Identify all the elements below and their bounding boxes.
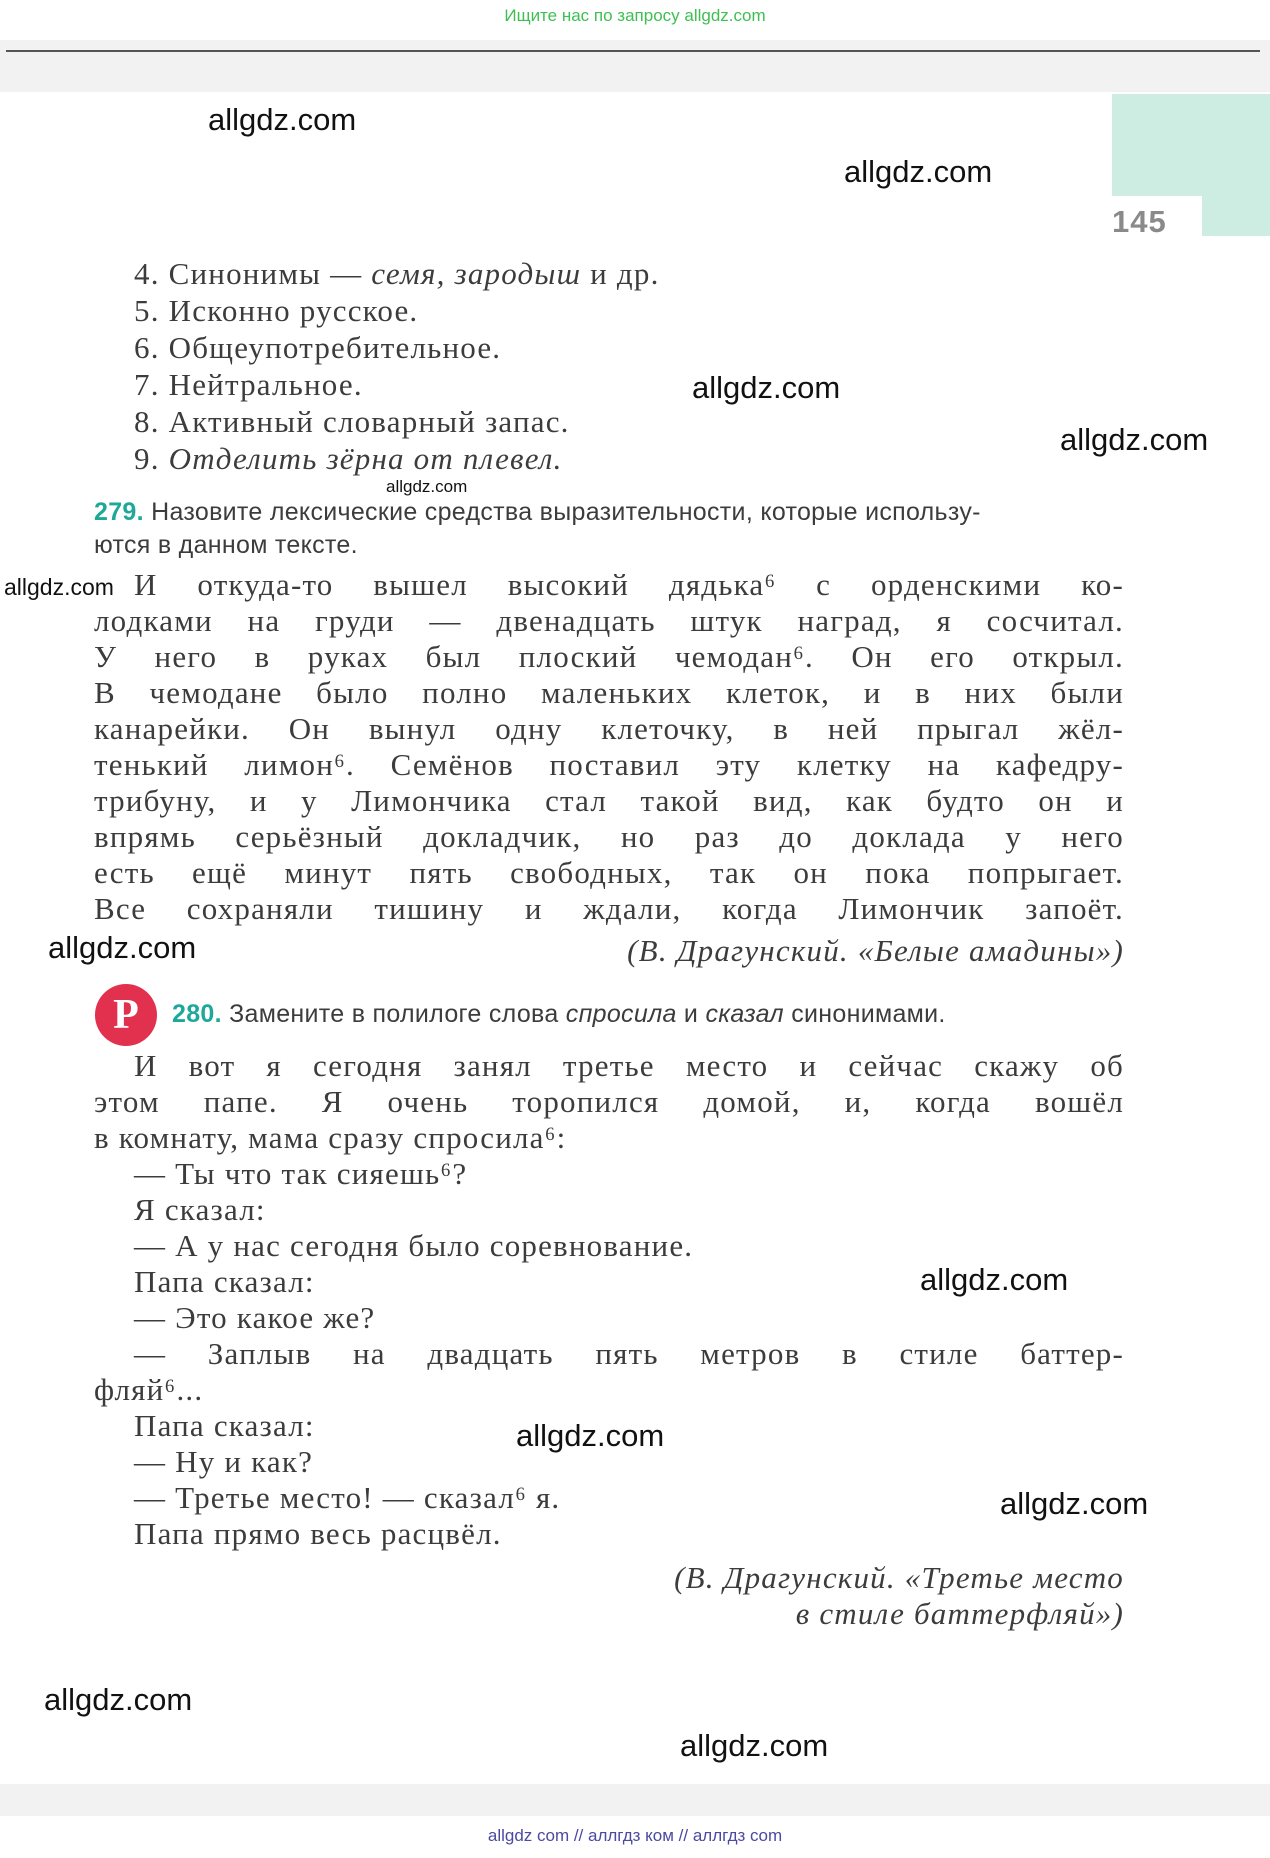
task-280-text-line: — Третье место! — сказал⁶ я. [134,1480,561,1515]
watermark: allgdz.com [1060,422,1209,457]
task-280-text-line: этом папе. Я очень торопился домой, и, когда вошёл [94,1084,1124,1119]
task-279-number: 279. [94,498,144,526]
page-number: 145 [1112,204,1167,239]
task-279-text-line: канарейки. Он вынул одну клеточку, в ней прыгал жёл- [94,711,1124,746]
task-280-text-line: — Ты что так сияешь⁶? [134,1156,468,1191]
task-280-text-line: Папа сказал: [134,1264,315,1299]
task-279-text-line: тенький лимон⁶. Семёнов поставил эту клетку на кафедру- [94,747,1124,782]
task-279-text-line: впрямь серьёзный докладчик, но раз до доклада у него [94,819,1124,854]
task-279-source: (В. Драгунский. «Белые амадины») [627,933,1124,968]
task-279-text-line: есть ещё минут пять свободных, так он пока попрыгает. [94,855,1124,890]
task-279-text-line: лодками на груди — двенадцать штук наград, я сосчитал. [94,603,1124,638]
task-280-text-line: Папа прямо весь расцвёл. [134,1516,502,1551]
task-279-prompt-line1: 279. Назовите лексические средства выразительности, которые использу- [94,498,981,526]
task-279-text-line: В чемодане было полно маленьких клеток, и в них были [94,675,1124,710]
bottom-banner [0,1816,1270,1858]
watermark: allgdz.com [844,154,993,189]
task-279-text-line: Все сохраняли тишину и ждали, когда Лимончик запоёт. [94,891,1124,926]
task-279-text-line: И откуда-то вышел высокий дядька⁶ с орденскими ко- [134,567,1124,602]
task-279-text-line: трибуну, и у Лимончика стал такой вид, как будто он и [94,783,1124,818]
watermark: allgdz.com [516,1418,665,1453]
page-corner-tab-lower [1202,196,1270,236]
watermark: allgdz.com [386,477,468,496]
divider-top [6,50,1260,52]
watermark: allgdz.com [44,1682,193,1717]
task-279-prompt-line2: ются в данном тексте. [94,531,358,559]
task-280-text-line: в комнату, мама сразу спросила⁶: [94,1120,567,1155]
task-280-text-line: Я сказал: [134,1192,266,1227]
answer-6: 6. Общеупотребительное. [134,330,502,365]
watermark: allgdz.com [4,574,114,600]
task-280-text-line: — Ну и как? [134,1444,314,1479]
watermark: allgdz.com [920,1262,1069,1297]
answer-7: 7. Нейтральное. [134,367,363,402]
watermark: allgdz.com [48,930,197,965]
top-banner [0,0,1270,40]
page-corner-tab [1112,94,1270,196]
task-280-text-line: фляй⁶... [94,1372,204,1407]
bottom-links[interactable]: allgdz com // аллгдз ком // аллгдз com [487,1826,783,1845]
task-280-text-line: Папа сказал: [134,1408,315,1443]
rhetoric-badge-icon: Р [95,984,157,1046]
task-280-text-line: И вот я сегодня занял третье место и сейчас скажу об [134,1048,1124,1083]
task-279-text-line: У него в руках был плоский чемодан⁶. Он его открыл. [94,639,1124,674]
task-280-prompt: 280. Замените в полилоге слова спросила и сказал синонимами. [172,1000,946,1028]
top-banner-text: Ищите нас по запросу allgdz.com [504,6,766,25]
answer-8: 8. Активный словарный запас. [134,404,570,439]
task-280-source-line2: в стиле баттерфляй») [795,1596,1124,1631]
watermark: allgdz.com [208,102,357,137]
answer-9: 9. Отделить зёрна от плевел. [134,441,563,476]
task-280-number: 280. [172,1000,222,1028]
answer-4: 4. Синонимы — семя, зародыш и др. [134,256,660,291]
answer-5: 5. Исконно русское. [134,293,419,328]
task-280-text-line: — Заплыв на двадцать пять метров в стиле баттер- [134,1336,1124,1371]
task-280-source-line1: (В. Драгунский. «Третье место [674,1560,1124,1595]
watermark: allgdz.com [1000,1486,1149,1521]
watermark: allgdz.com [692,370,841,405]
watermark: allgdz.com [680,1728,829,1763]
task-280-text-line: — А у нас сегодня было соревнование. [134,1228,694,1263]
task-280-text-line: — Это какое же? [134,1300,376,1335]
